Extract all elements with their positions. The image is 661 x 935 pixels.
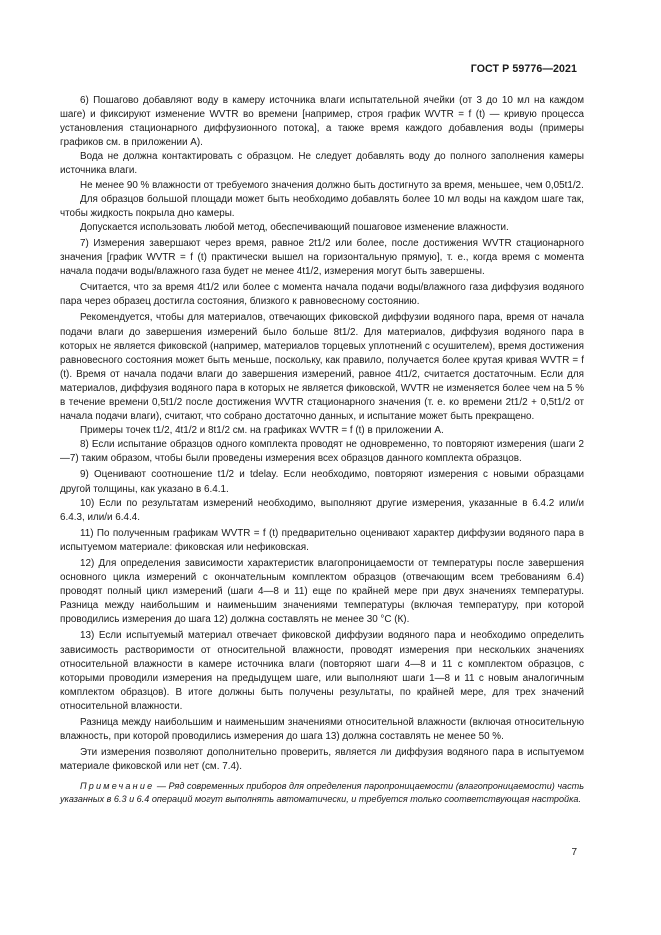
paragraph-step-6: 6) Пошагово добавляют воду в камеру источника влаги испытательной ячейки (от 3 до 10 мл на каждом шаге) и фиксируют изменение WVTR во времени [например, строя график WVTR = f (t) — кривую процесса установления стационарного диффузионного потока], а также время каждого добавления воды (примеры графиков см. в приложении А). [60,95,584,149]
paragraph: Для образцов большой площади может быть необходимо добавлять более 10 мл воды на каждом шаге так, чтобы жидкость покрыла дно камеры. [60,193,584,219]
paragraph: Считается, что за время 4t1/2 или более с момента начала подачи воды/влажного газа диффузия водяного пара через образец достигла состояния, близкого к равновесному состоянию. [60,282,584,308]
paragraph: Рекомендуется, чтобы для материалов, отвечающих фиковской диффузии водяного пара, время от начала подачи влаги до завершения измерений было больше 8t1/2. Для материалов, диффузия водяного пара в которых не является фиковской (например, материалов торцевых уплотнений с осушителем), время достижения равновесного состояния может быть меньше, поскольку, как правило, получается более крутая кривая WVTR = f (t). Время от начала подачи влаги до завершения измерений, равное 4t1/2, считается достаточным. Если для материалов, диффузия водяного пара в которых не является фиковской, WVTR не изменяется более чем на 5 % в течение времени 0,5t1/2 после достижения WVTR стационарного значения (т. е. ко времени 2t1/2 + 0,5t1/2 от начала подачи влаги), считают, что собрано достаточно данных, и испытание может быть прекращено. [60,312,584,423]
page-body [60,94,584,806]
paragraph-step-9: 9) Оценивают соотношение t1/2 и tdelay. Если необходимо, повторяют измерения с новыми образцами другой толщины, как указано в 6.4.1. [60,469,584,495]
note-label: Примечание [80,781,155,792]
note-text: — Ряд современных приборов для определения паропроницаемости (влагопроницаемости) часть указанных в 6.3 и 6.4 операций могут выполнять автоматически, и требуется только соответствующая настройка. [60,781,584,805]
paragraph-step-12: 12) Для определения зависимости характеристик влагопроницаемости от температуры после завершения основного цикла измерений с окончательным комплектом образцов (отвечающим всем требованиям 6.4) проводят полный цикл измерений (шаги 4—8 и 11) еще по крайней мере при двух значениях температуры. Разница между наибольшим и наименьшим значениями температуры (включая температуру, при которой проводились измерения до шага 12) должна составлять не менее 30 °С (К). [60,558,584,626]
note [60,780,584,806]
paragraph: Примеры точек t1/2, 4t1/2 и 8t1/2 см. на графиках WVTR = f (t) в приложении А. [80,425,444,437]
paragraph: Вода не должна контактировать с образцом. Не следует добавлять воду до полного заполнения камеры источника влаги. [60,151,584,177]
standard-designation: ГОСТ Р 59776—2021 [470,63,577,75]
paragraph: Эти измерения позволяют дополнительно проверить, является ли диффузия водяного пара в испытуемом материале фиковской или нет (см. 7.4). [60,747,584,773]
paragraph-step-7: 7) Измерения завершают через время, равное 2t1/2 или более, после достижения WVTR стационарного значения [график WVTR = f (t) практически вышел на горизонтальную прямую], т. е., когда время с момента начала подачи воды/влажного газа будет не менее 4t1/2, измерения могут быть завершены. [60,237,584,278]
paragraph-step-13: 13) Если испытуемый материал отвечает фиковской диффузии водяного пара и необходимо определить зависимость растворимости от относительной влажности, проводят измерения при нескольких значениях относительной влажности в камере источника влаги (повторяют шаги 4—8 и 11 с комплектом образцов, с которыми проводили измерения на предыдущем шаге, или выполняют шаги 1—8 и 11 с новым аналогичным комплектом образцов). В итоге должны быть получены результаты, по крайней мере, для трех значений относительной влажности. [60,630,584,712]
paragraph-step-10: 10) Если по результатам измерений необходимо, выполняют другие измерения, указанные в 6.4.2 или/и 6.4.3, или/и 6.4.4. [60,497,584,523]
page-number: 7 [571,847,577,858]
paragraph-step-8: 8) Если испытание образцов одного комплекта проводят не одновременно, то повторяют измерения (шаги 2—7) таким образом, чтобы были проведены измерения всех образцов данного комплекта образцов. [60,439,584,465]
paragraph: Не менее 90 % влажности от требуемого значения должно быть достигнуто за время, меньшее, чем 0,05t1/2. [80,179,584,191]
paragraph: Разница между наибольшим и наименьшим значениями относительной влажности (включая относительную влажность, при которой проводились измерения до шага 13) должна составлять не менее 50 %. [60,717,584,743]
paragraph-step-11: 11) По полученным графикам WVTR = f (t) предварительно оценивают характер диффузии водяного пара в испытуемом материале: фиковская или нефиковская. [60,527,584,553]
paragraph: Допускается использовать любой метод, обеспечивающий пошаговое изменение влажности. [80,221,509,233]
